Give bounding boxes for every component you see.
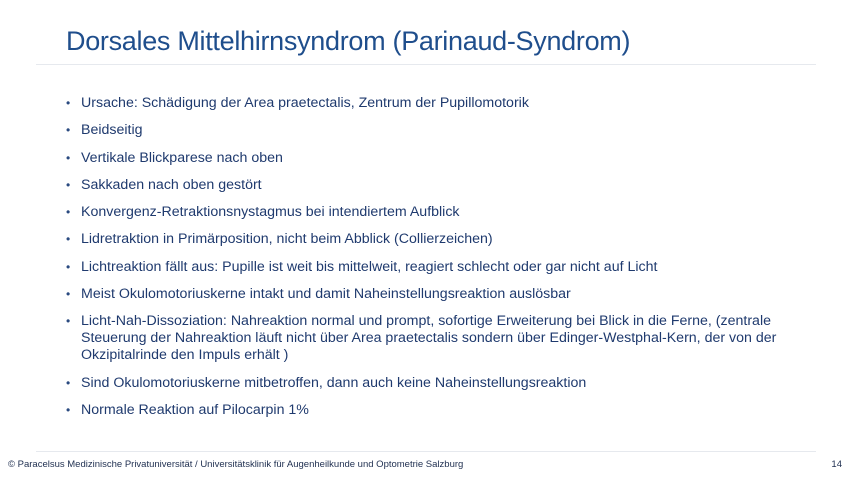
list-item [66, 177, 806, 194]
bullet-icon: • [66, 177, 71, 192]
bullet-text: Licht-Nah-Dissoziation: Nahreaktion normal und prompt, sofortige Erweiterung bei Blick in die Ferne, (zentrale Steuerung der Nahreaktion läuft nicht über Area praetectalis sondern über Edinger-Westphal-Kern, der von der Okzipitalrinde den Impuls erhält ) [81, 313, 777, 364]
bullet-text: Konvergenz-Retraktionsnystagmus bei intendiertem Aufblick [81, 204, 460, 221]
bullet-text: Sind Okulomotoriuskerne mitbetroffen, dann auch keine Naheinstellungsreaktion [81, 374, 587, 391]
list-item [66, 375, 806, 392]
bullet-icon: • [66, 232, 71, 247]
bullet-text: Lidretraktion in Primärposition, nicht beim Abblick (Collierzeichen) [81, 231, 493, 248]
bullet-text: Ursache: Schädigung der Area praetectalis, Zentrum der Pupillomotorik [81, 95, 529, 111]
list-item [66, 204, 806, 221]
bullet-icon: • [66, 205, 71, 220]
list-item [66, 122, 806, 139]
bullet-text: Vertikale Blickparese nach oben [81, 149, 283, 166]
bullet-text: Beidseitig [81, 122, 143, 139]
slide-title: Dorsales Mittelhirnsyndrom (Parinaud-Syndrom) [66, 26, 631, 56]
bullet-icon: • [66, 150, 71, 165]
bullet-icon: • [66, 287, 71, 302]
bullet-icon: • [66, 96, 71, 110]
footer-divider [36, 451, 816, 452]
bullet-icon: • [66, 375, 71, 390]
list-item [66, 286, 806, 303]
footer-copyright: © Paracelsus Medizinische Privatuniversität / Universitätsklinik für Augenheilkunde und Optometrie Salzburg [8, 459, 464, 470]
list-item [66, 150, 806, 167]
list-item [66, 259, 806, 276]
bullet-icon: • [66, 402, 71, 417]
bullet-icon: • [66, 259, 71, 274]
list-item [66, 95, 806, 112]
list-item [66, 313, 806, 364]
bullet-text: Sakkaden nach oben gestört [81, 176, 262, 193]
bullet-text: Lichtreaktion fällt aus: Pupille ist weit bis mittelweit, reagiert schlecht oder gar nicht auf Licht [81, 258, 658, 275]
bullet-icon: • [66, 314, 71, 329]
list-item [66, 402, 806, 419]
list-item [66, 231, 806, 248]
bullet-text: Meist Okulomotoriuskerne intakt und damit Naheinstellungsreaktion auslösbar [81, 286, 571, 303]
bullet-text: Normale Reaktion auf Pilocarpin 1% [81, 401, 309, 418]
title-divider [36, 64, 816, 65]
page-number: 14 [831, 459, 842, 470]
bullet-icon: • [66, 123, 71, 138]
bullet-list [66, 95, 806, 429]
